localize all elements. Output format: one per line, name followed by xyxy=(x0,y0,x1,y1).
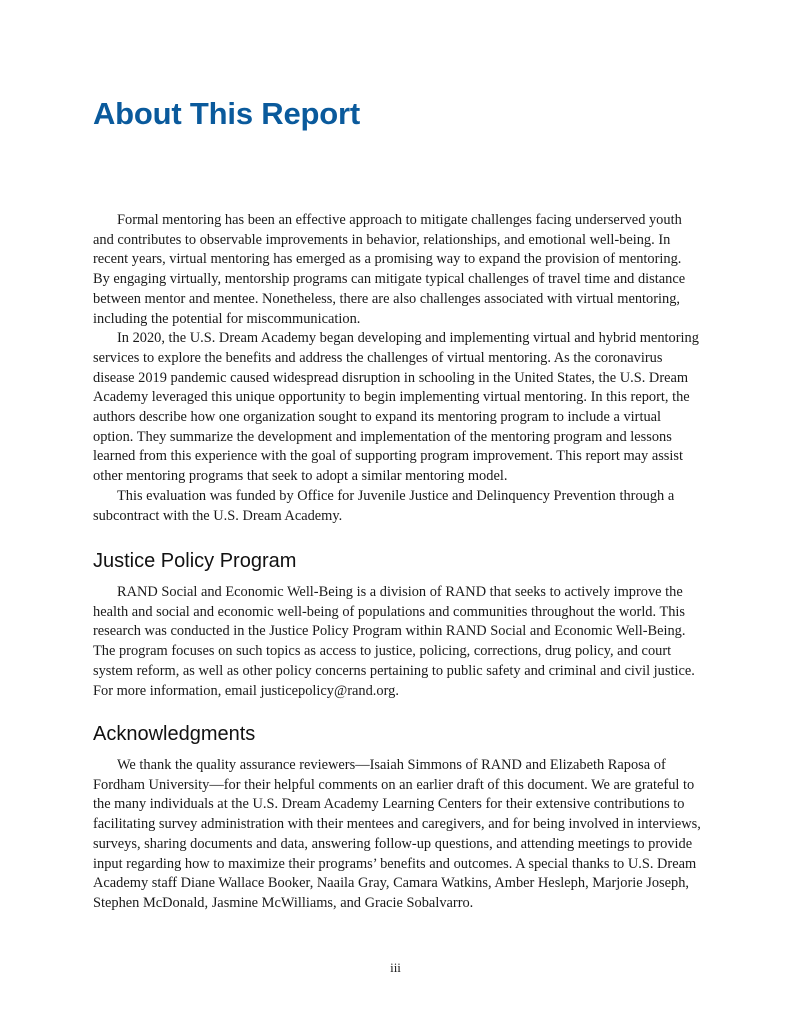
justice-policy-heading: Justice Policy Program xyxy=(93,550,297,572)
justice-policy-paragraph: RAND Social and Economic Well-Being is a division of RAND that seeks to actively improve the health and social and economic well-being of populations and communities throughout the world. This research was conducted in the Justice Policy Program within RAND Social and Economic Well-Being. The program focuses on such topics as access to justice, policing, corrections, drug policy, and court system reform, as well as other policy concerns pertaining to public safety and criminal and civil justice. For more information, email justicepolicy@rand.org. xyxy=(93,584,695,699)
acknowledgments-heading: Acknowledgments xyxy=(93,723,256,745)
page-title: About This Report xyxy=(93,96,360,131)
intro-paragraph-3: This evaluation was funded by Office for Juvenile Justice and Delinquency Prevention through a subcontract with the U.S. Dream Academy. xyxy=(93,487,675,524)
acknowledgments-paragraph: We thank the quality assurance reviewers—Isaiah Simmons of RAND and Elizabeth Raposa of Fordham University—for their helpful comments on an earlier draft of this document. We are grateful to the many individuals at the U.S. Dream Academy Learning Centers for their extensive contributions to facilitating survey administration with their mentees and caregivers, and for being involved in interviews, surveys, sharing documents and data, answering follow-up questions, and attending meetings to provide input regarding how to maximize their programs’ benefits and outcomes. A special thanks to U.S. Dream Academy staff Diane Wallace Booker, Naaila Gray, Camara Watkins, Amber Hesleph, Marjorie Joseph, Stephen McDonald, Jasmine McWilliams, and Gracie Sobalvarro. xyxy=(93,757,701,911)
page-number: iii xyxy=(390,960,401,975)
justice-policy-section xyxy=(93,548,701,701)
acknowledgments-section xyxy=(93,721,701,914)
intro-section xyxy=(93,211,701,526)
intro-paragraph-1: Formal mentoring has been an effective approach to mitigate challenges facing underserved youth and contributes to observable improvements in behavior, relationships, and emotional well-being. In recent years, virtual mentoring has emerged as a promising way to expand the provision of mentoring. By engaging virtually, mentorship programs can mitigate typical challenges of travel time and distance between mentor and mentee. Nonetheless, there are also challenges associated with virtual mentoring, including the potential for miscommunication. xyxy=(93,212,686,327)
intro-paragraph-2: In 2020, the U.S. Dream Academy began developing and implementing virtual and hybrid mentoring services to explore the benefits and address the challenges of virtual mentoring. As the coronavirus disease 2019 pandemic caused widespread disruption in schooling in the United States, the U.S. Dream Academy leveraged this unique opportunity to begin implementing virtual mentoring. In this report, the authors describe how one organization sought to expand its mentoring program to include a virtual option. They summarize the development and implementation of the mentoring program and lessons learned from this experience with the goal of supporting program improvement. This report may assist other mentoring programs that seek to adopt a similar mentoring model. xyxy=(93,330,699,485)
